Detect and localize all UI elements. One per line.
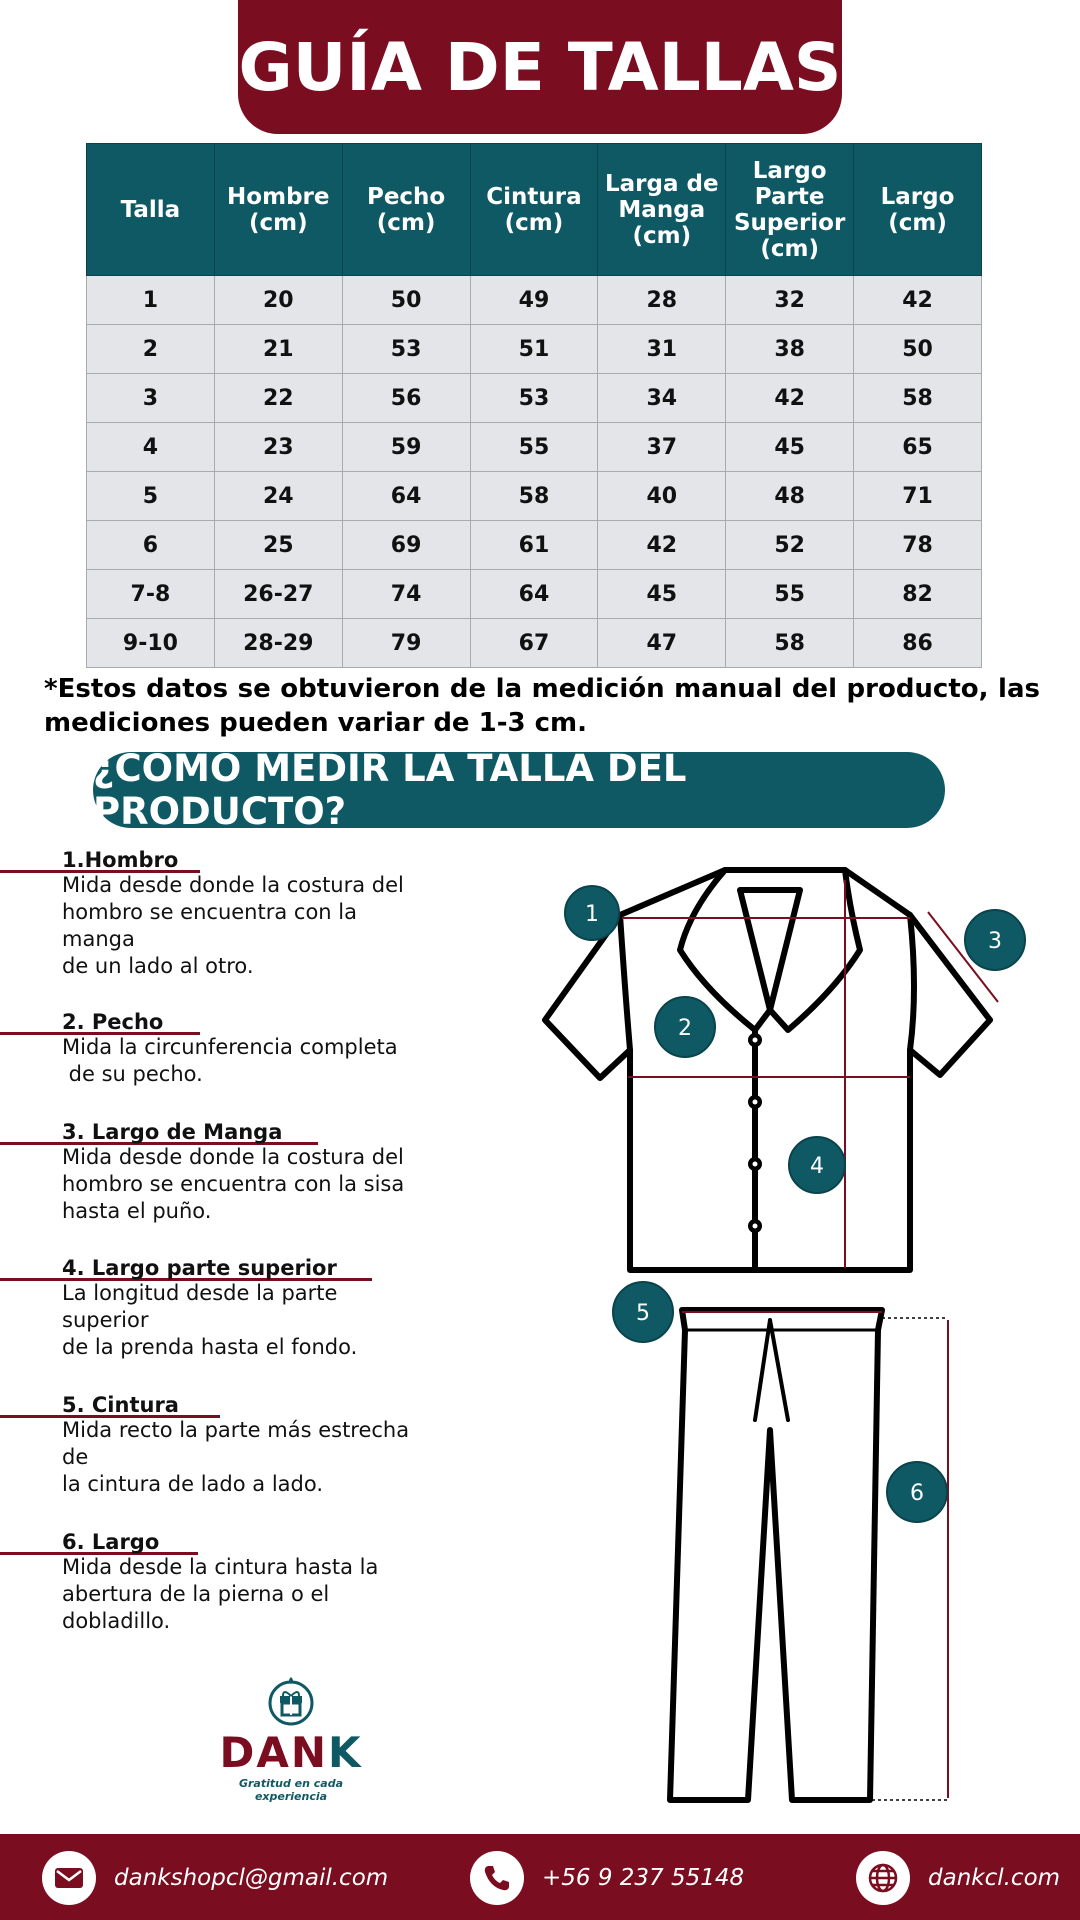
column-header: Hombre (cm)	[214, 144, 342, 276]
step-title: 5. Cintura	[62, 1393, 179, 1417]
measure-step	[0, 848, 470, 980]
table-row	[87, 619, 982, 668]
measure-step	[0, 1010, 470, 1088]
marker-4-label: 4	[810, 1154, 824, 1179]
step-description: Mida recto la parte más estrecha de la cintura de lado a lado.	[62, 1418, 410, 1496]
step-description: Mida desde donde la costura del hombro se encuentra con la manga de un lado al otro.	[62, 873, 404, 978]
marker-2-label: 2	[678, 1016, 692, 1041]
table-cell: 58	[726, 619, 854, 668]
table-cell: 51	[470, 325, 598, 374]
table-cell: 6	[87, 521, 215, 570]
table-cell: 4	[87, 423, 215, 472]
table-cell: 24	[214, 472, 342, 521]
table-cell: 55	[470, 423, 598, 472]
globe-icon	[856, 1851, 910, 1905]
contact-web[interactable]	[856, 1854, 1060, 1902]
table-cell: 49	[470, 276, 598, 325]
table-cell: 53	[342, 325, 470, 374]
measure-step	[0, 1393, 470, 1498]
page-title: GUÍA DE TALLAS	[238, 28, 842, 106]
table-row	[87, 423, 982, 472]
title-banner	[238, 0, 842, 134]
table-cell: 42	[854, 276, 982, 325]
step-description: Mida la circunferencia completa de su pecho.	[62, 1035, 398, 1086]
step-description: La longitud desde la parte superior de la prenda hasta el fondo.	[62, 1281, 358, 1359]
brand-name: DANK	[219, 1728, 363, 1777]
column-header: Talla	[87, 144, 215, 276]
step-title: 6. Largo	[62, 1530, 160, 1554]
table-cell: 25	[214, 521, 342, 570]
size-table	[86, 143, 982, 668]
table-cell: 9-10	[87, 619, 215, 668]
marker-1-label: 1	[585, 902, 599, 927]
table-cell: 28	[598, 276, 726, 325]
table-cell: 55	[726, 570, 854, 619]
step-description: Mida desde la cintura hasta la abertura de la pierna o el dobladillo.	[62, 1555, 379, 1633]
table-cell: 3	[87, 374, 215, 423]
table-cell: 31	[598, 325, 726, 374]
table-row	[87, 276, 982, 325]
table-cell: 40	[598, 472, 726, 521]
column-header: Largo Parte Superior (cm)	[726, 144, 854, 276]
contact-email[interactable]	[42, 1854, 388, 1902]
step-title: 4. Largo parte superior	[62, 1256, 337, 1280]
contact-phone[interactable]	[470, 1854, 744, 1902]
table-cell: 28-29	[214, 619, 342, 668]
step-description: Mida desde donde la costura del hombro se encuentra con la sisa hasta el puño.	[62, 1145, 405, 1223]
table-cell: 26-27	[214, 570, 342, 619]
table-cell: 58	[854, 374, 982, 423]
brand-tagline: Gratitud en cada experiencia	[238, 1777, 344, 1803]
section-title: ¿CÓMO MEDIR LA TALLA DEL PRODUCTO?	[93, 747, 687, 833]
table-cell: 20	[214, 276, 342, 325]
table-cell: 38	[726, 325, 854, 374]
table-cell: 22	[214, 374, 342, 423]
column-header: Larga de Manga (cm)	[598, 144, 726, 276]
pants-outline	[670, 1310, 882, 1800]
table-cell: 37	[598, 423, 726, 472]
brand-logo	[216, 1675, 366, 1803]
marker-5-label: 5	[636, 1301, 650, 1326]
table-cell: 64	[342, 472, 470, 521]
table-cell: 82	[854, 570, 982, 619]
table-cell: 32	[726, 276, 854, 325]
table-row	[87, 570, 982, 619]
table-cell: 52	[726, 521, 854, 570]
table-cell: 58	[470, 472, 598, 521]
table-cell: 64	[470, 570, 598, 619]
marker-3-label: 3	[988, 929, 1002, 954]
table-cell: 42	[598, 521, 726, 570]
table-cell: 86	[854, 619, 982, 668]
column-header: Largo (cm)	[854, 144, 982, 276]
table-cell: 5	[87, 472, 215, 521]
table-cell: 50	[854, 325, 982, 374]
step-title: 2. Pecho	[62, 1010, 164, 1034]
table-row	[87, 521, 982, 570]
table-cell: 48	[726, 472, 854, 521]
table-cell: 69	[342, 521, 470, 570]
table-cell: 23	[214, 423, 342, 472]
table-row	[87, 325, 982, 374]
table-cell: 47	[598, 619, 726, 668]
table-cell: 65	[854, 423, 982, 472]
phone-icon	[470, 1851, 524, 1905]
table-cell: 59	[342, 423, 470, 472]
table-cell: 7-8	[87, 570, 215, 619]
column-header: Pecho (cm)	[342, 144, 470, 276]
table-header-row	[87, 144, 982, 276]
table-cell: 74	[342, 570, 470, 619]
table-cell: 1	[87, 276, 215, 325]
table-cell: 50	[342, 276, 470, 325]
measure-step	[0, 1530, 470, 1635]
table-cell: 42	[726, 374, 854, 423]
table-cell: 2	[87, 325, 215, 374]
gift-box-icon	[268, 1675, 314, 1727]
step-title: 1.Hombro	[62, 848, 179, 872]
table-body	[87, 276, 982, 668]
table-cell: 78	[854, 521, 982, 570]
table-cell: 79	[342, 619, 470, 668]
email-text: dankshopcl@gmail.com	[114, 1865, 389, 1891]
measure-step	[0, 1256, 470, 1361]
table-cell: 21	[214, 325, 342, 374]
column-header: Cintura (cm)	[470, 144, 598, 276]
subtitle-banner	[93, 747, 945, 833]
step-title: 3. Largo de Manga	[62, 1120, 283, 1144]
table-cell: 45	[726, 423, 854, 472]
table-row	[87, 472, 982, 521]
table-cell: 71	[854, 472, 982, 521]
measure-step	[0, 1120, 470, 1225]
web-text: dankcl.com	[928, 1865, 1061, 1891]
phone-text: +56 9 237 55148	[542, 1865, 745, 1891]
table-cell: 61	[470, 521, 598, 570]
footer	[0, 1834, 1080, 1920]
table-cell: 53	[470, 374, 598, 423]
pajama-illustration	[530, 850, 1030, 1820]
table-cell: 34	[598, 374, 726, 423]
table-cell: 56	[342, 374, 470, 423]
table-cell: 45	[598, 570, 726, 619]
mail-icon	[42, 1851, 96, 1905]
marker-6-label: 6	[910, 1481, 924, 1506]
table-cell: 67	[470, 619, 598, 668]
table-row	[87, 374, 982, 423]
measurement-note: *Estos datos se obtuvieron de la medición manual del producto, las mediciones pueden variar de 1-3 cm.	[44, 674, 1040, 738]
